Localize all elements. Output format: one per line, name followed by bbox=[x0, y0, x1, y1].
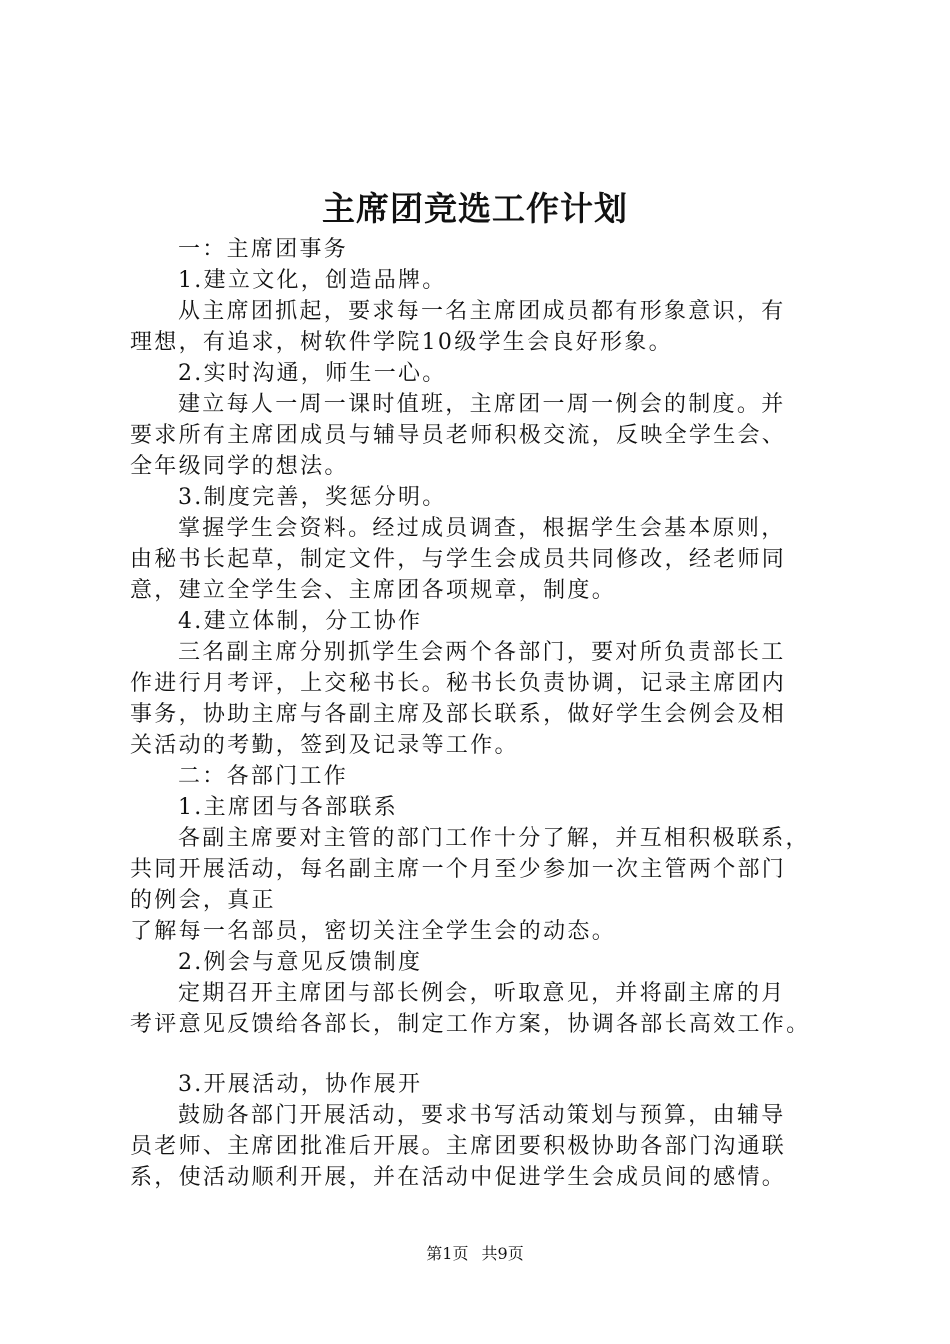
paragraph-line: 作进行月考评，上交秘书长。秘书长负责协调，记录主席团内 bbox=[130, 671, 787, 696]
paragraph-line: 鼓励各部门开展活动，要求书写活动策划与预算，由辅导 bbox=[178, 1103, 786, 1128]
item-heading: 2.例会与意见反馈制度 bbox=[178, 950, 423, 975]
item-heading: 3.开展活动，协作展开 bbox=[178, 1072, 423, 1097]
paragraph-gap bbox=[130, 1040, 838, 1069]
item-heading: 3.制度完善，奖惩分明。 bbox=[178, 485, 447, 510]
paragraph-line: 系，使活动顺利开展，并在活动中促进学生会成员间的感情。 bbox=[130, 1165, 787, 1190]
paragraph-line: 理想，有追求，树软件学院10级学生会良好形象。 bbox=[130, 330, 673, 355]
paragraph-line: 员老师、主席团批准后开展。主席团要积极协助各部门沟通联 bbox=[130, 1134, 787, 1159]
paragraph-line: 从主席团抓起，要求每一名主席团成员都有形象意识，有 bbox=[178, 299, 786, 324]
paragraph-line: 关活动的考勤，签到及记录等工作。 bbox=[130, 733, 519, 758]
paragraph-line: 由秘书长起草，制定文件，与学生会成员共同修改，经老师同 bbox=[130, 547, 787, 572]
paragraph-line: 定期召开主席团与部长例会，听取意见，并将副主席的月 bbox=[178, 981, 786, 1006]
page-number-total: 共9页 bbox=[481, 1244, 524, 1263]
document-title: 主席团竞选工作计划 bbox=[322, 189, 628, 228]
paragraph-line: 建立每人一周一课时值班，主席团一周一例会的制度。并 bbox=[178, 392, 786, 417]
paragraph-line: 要求所有主席团成员与辅导员老师积极交流，反映全学生会、 bbox=[130, 423, 787, 448]
section-heading: 二：各部门工作 bbox=[178, 764, 349, 789]
item-heading: 1.主席团与各部联系 bbox=[178, 795, 398, 820]
paragraph-line: 掌握学生会资料。经过成员调查，根据学生会基本原则， bbox=[178, 516, 786, 541]
section-heading: 一：主席团事务 bbox=[178, 237, 349, 262]
paragraph-line: 全年级同学的想法。 bbox=[130, 454, 349, 479]
paragraph-line: 事务，协助主席与各副主席及部长联系，做好学生会例会及相 bbox=[130, 702, 787, 727]
paragraph-line: 意，建立全学生会、主席团各项规章，制度。 bbox=[130, 578, 617, 603]
item-heading: 2.实时沟通，师生一心。 bbox=[178, 361, 447, 386]
paragraph-line: 共同开展活动，每名副主席一个月至少参加一次主管两个部门 bbox=[130, 857, 787, 882]
paragraph-line: 的例会，真正 bbox=[130, 888, 276, 913]
paragraph-line: 各副主席要对主管的部门工作十分了解，并互相积极联系， bbox=[178, 826, 810, 851]
item-heading: 1.建立文化，创造品牌。 bbox=[178, 268, 447, 293]
document-body bbox=[130, 234, 838, 1193]
paragraph-line: 了解每一名部员，密切关注全学生会的动态。 bbox=[130, 919, 617, 944]
page-number-current: 第1页 bbox=[426, 1244, 469, 1263]
paragraph-line: 考评意见反馈给各部长，制定工作方案，协调各部长高效工作。 bbox=[130, 1012, 811, 1037]
item-heading: 4.建立体制，分工协作 bbox=[178, 609, 423, 634]
page-footer bbox=[0, 1243, 950, 1265]
paragraph-line: 三名副主席分别抓学生会两个各部门，要对所负责部长工 bbox=[178, 640, 786, 665]
